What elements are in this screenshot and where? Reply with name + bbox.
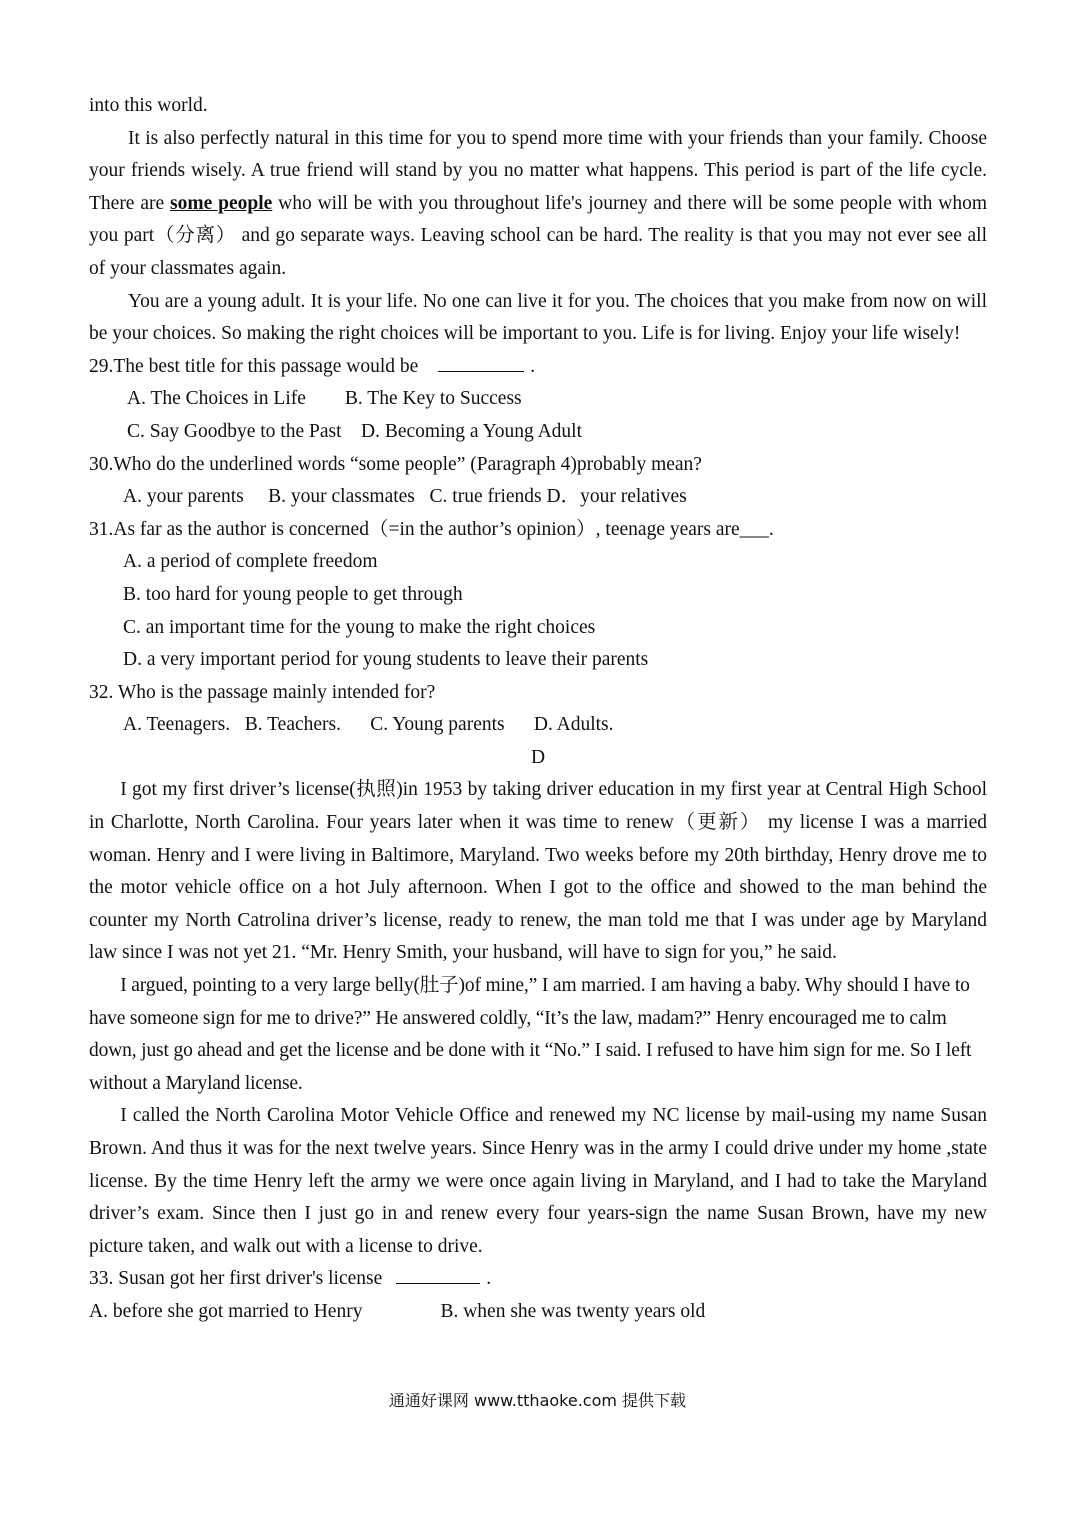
question-31-option-d: D. a very important period for young students to leave their parents	[123, 649, 649, 671]
document-page	[89, 90, 987, 1329]
question-29: 29.The best title for this passage would be .	[89, 355, 536, 377]
question-31-option-a: A. a period of complete freedom	[123, 551, 378, 573]
passage-c-paragraph-5: You are a young adult. It is your life. No one can live it for you. The choices that you make from now on will be your choices. So making the right choices will be important to you. Life is for living. Enjoy your life wisely!	[89, 290, 987, 345]
passage-d-paragraph-1: I got my first driver’s license(执照)in 1953 by taking driver education in my first year at Central High School in Charlotte, North Carolina. Four years later when it was time to renew（更新） my license I was a married woman. Henry and I were living in Baltimore, Maryland. Two weeks before my 20th birthday, Henry drove me to the motor vehicle office on a hot July afternoon. When I got to the office and showed to the man behind the counter my North Catrolina driver’s license, ready to renew, the man told me that I was under age by Maryland law since I was not yet 21. “Mr. Henry Smith, your husband, will have to sign for you,” he said.	[89, 779, 987, 964]
question-33-options: A. before she got married to Henry B. when she was twenty years old	[89, 1300, 706, 1322]
answer-blank	[438, 370, 524, 372]
footer-watermark: 通通好课网 www.tthaoke.com 提供下载	[388, 1391, 687, 1410]
passage-d-paragraph-2: I argued, pointing to a very large belly(肚子)of mine,” I am married. I am having a baby. Why should I have to have someone sign for me to drive?” He answered coldly, “It’s the law, madam?” Henry encouraged me to calm down, just go ahead and get the license and be done with it “No.” I said. I refused to have him sign for me. So I left without a Maryland license.	[89, 975, 972, 1094]
passage-c-paragraph-4: It is also perfectly natural in this time for you to spend more time with your friends than your family. Choose your friends wisely. A true friend will stand by you no matter what happens. This period is part of the life cycle. There are some people who will be with you throughout life's journey and there will be some people with whom you part（分离） and go separate ways. Leaving school can be hard. The reality is that you may not ever see all of your classmates again.	[89, 127, 987, 279]
question-31: 31.As far as the author is concerned（=in the author’s opinion）, teenage years are___.	[89, 518, 774, 540]
section-label: D	[530, 746, 546, 768]
question-32: 32. Who is the passage mainly intended for?	[89, 681, 436, 703]
question-30: 30.Who do the underlined words “some people” (Paragraph 4)probably mean?	[89, 453, 702, 475]
passage-d-paragraph-3: I called the North Carolina Motor Vehicle Office and renewed my NC license by mail-using my name Susan Brown. And thus it was for the next twelve years. Since Henry was in the army I could drive under my home ,state license. By the time Henry left the army we were once again living in Maryland, and I had to take the Maryland driver’s exam. Since then I just go in and renew every four years-sign the name Susan Brown, have my new picture taken, and walk out with a license to drive.	[89, 1105, 987, 1257]
question-33: 33. Susan got her first driver's license .	[89, 1268, 492, 1290]
question-31-option-c: C. an important time for the young to make the right choices	[123, 616, 596, 638]
question-30-options: A. your parents B. your classmates C. true friends D．your relatives	[123, 486, 687, 508]
question-31-option-b: B. too hard for young people to get through	[123, 583, 463, 605]
question-32-options: A. Teenagers. B. Teachers. C. Young parents D. Adults.	[123, 714, 614, 736]
answer-blank	[396, 1282, 480, 1284]
passage-c-paragraph-tail: into this world.	[89, 95, 208, 116]
underlined-phrase: some people	[170, 192, 273, 214]
question-29-options-row-2: C. Say Goodbye to the Past D. Becoming a Young Adult	[127, 420, 583, 442]
question-29-options-row-1: A. The Choices in Life B. The Key to Success	[127, 388, 522, 410]
